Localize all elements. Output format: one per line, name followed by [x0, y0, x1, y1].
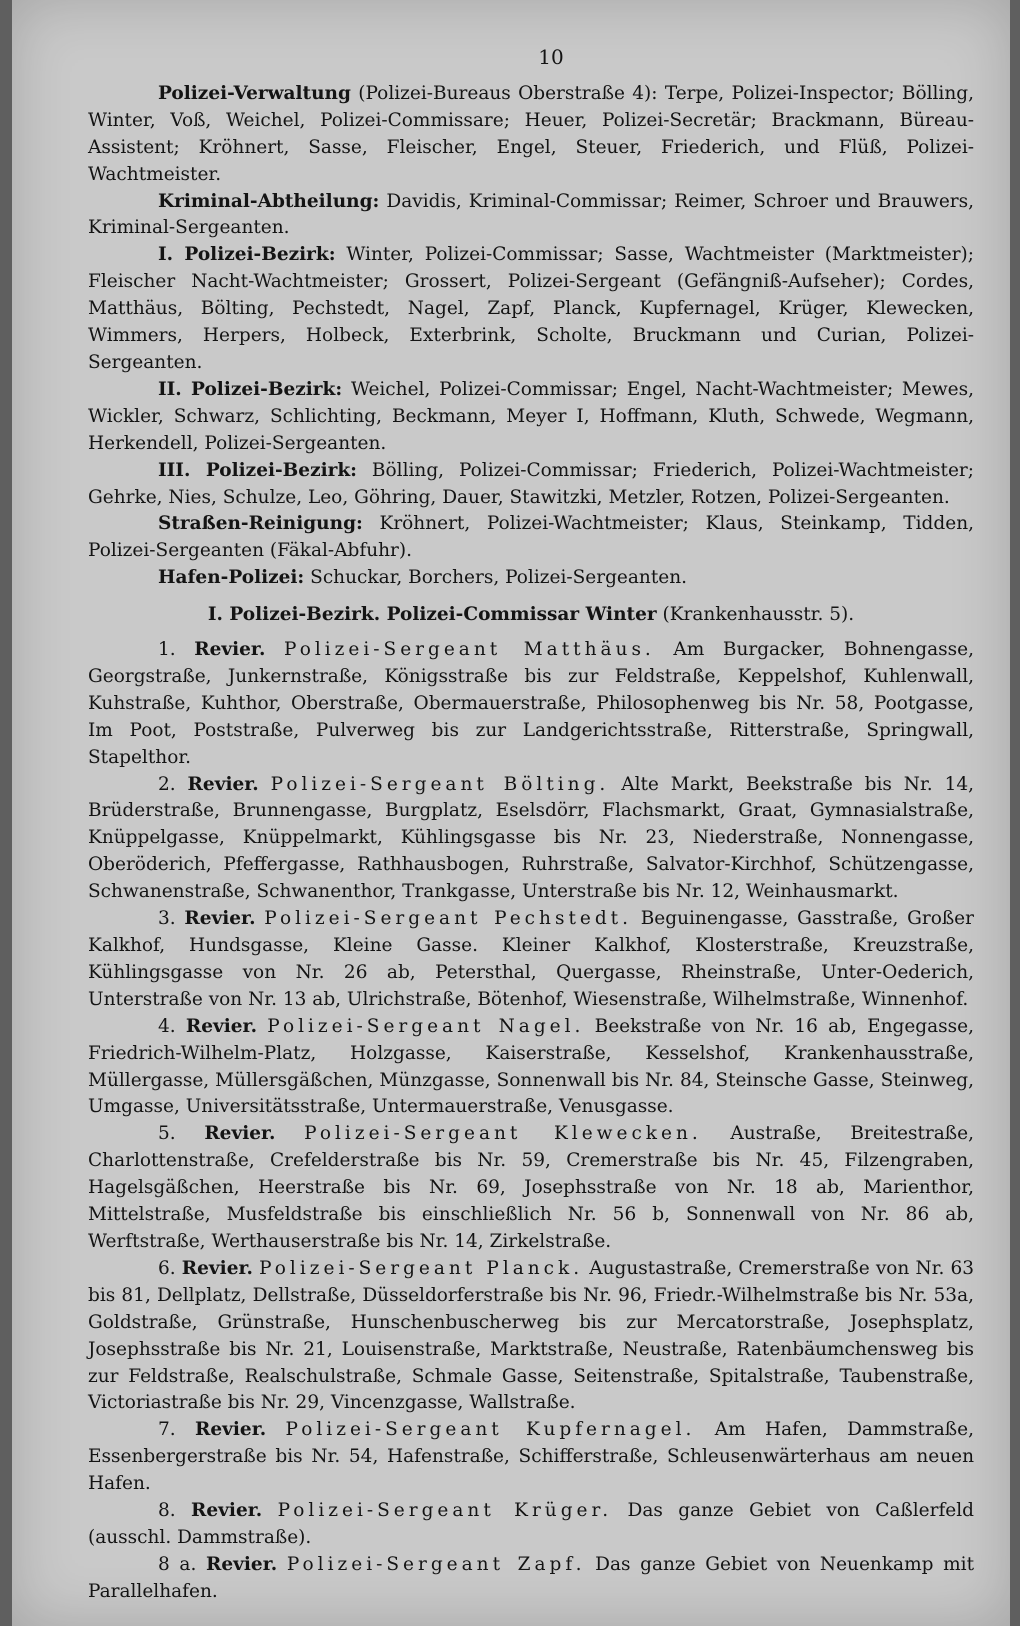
section-verwaltung	[88, 81, 974, 189]
section-heading: Polizei-Verwaltung	[158, 82, 351, 104]
revier-streets: Augustastraße, Cremerstraße von Nr. 63 bis 81, Dellplatz, Dellstraße, Düsseldorferstraße bis Nr. 96, Friedr.-Wilhelmstraße bis Nr. 53a, Goldstraße, Grünstraße, Hunschenbuscherweg bis zur Mercatorstraße, Josephsplatz, Josephsstraße bis Nr. 21, Louisenstraße, Marktstraße, Neustraße, Ratenbäumchensweg bis zur Feldstraße, Realschulstraße, Schmale Gasse, Seitenstraße, Spitalstraße, Taubenstraße, Victoriastraße bis Nr. 29, Vincenzgasse, Wallstraße.	[88, 1257, 974, 1414]
revier-entry	[88, 772, 974, 907]
revier-streets: Austraße, Breitestraße, Charlottenstraße, Crefelderstraße bis Nr. 59, Cremerstraße bis Nr. 45, Filzengraben, Hagelsgäßchen, Heerstraße bis Nr. 69, Josephsstraße von Nr. 18 ab, Marienthor, Mittelstraße, Musfeldstraße bis einschließlich Nr. 56 b, Sonnenwall von Nr. 86 ab, Werftstraße, Werthauserstraße bis Nr. 14, Zirkelstraße.	[88, 1123, 974, 1252]
revier-officer: Polizei-Sergeant Nagel.	[267, 1015, 585, 1037]
bezirk-title-heading: I. Polizei-Bezirk. Polizei-Commissar Winter	[207, 604, 657, 626]
bezirk-title-text: (Krankenhausstr. 5).	[656, 604, 855, 626]
section-heading: II. Polizei-Bezirk:	[158, 378, 343, 400]
bezirk-title	[88, 602, 974, 629]
section-bezirk-1	[88, 242, 974, 377]
revier-entry	[88, 1256, 974, 1417]
revier-officer: Polizei-Sergeant Krüger.	[277, 1500, 613, 1522]
section-text: Weichel, Polizei-Commissar; Engel, Nacht-Wachtmeister; Mewes, Wickler, Schwarz, Schlichting, Beckmann, Meyer I, Hoffmann, Kluth, Schwede, Wegmann, Herkendell, Polizei-Sergeanten.	[88, 378, 974, 454]
revier-label: Revier.	[194, 639, 266, 661]
section-hafen-polizei	[88, 565, 974, 592]
section-heading: III. Polizei-Bezirk:	[158, 459, 358, 481]
section-text: Schuckar, Borchers, Polizei-Sergeanten.	[304, 567, 687, 589]
page-number: 10	[538, 45, 564, 69]
revier-streets: Beekstraße von Nr. 16 ab, Engegasse, Friedrich-Wilhelm-Platz, Holzgasse, Kaiserstraße, Kesselshof, Krankenhausstraße, Müllergasse, Müllersgäßchen, Münzgasse, Sonnenwall bis Nr. 84, Steinsche Gasse, Steinweg, Umgasse, Universitätsstraße, Untermauerstraße, Venusgasse.	[88, 1015, 974, 1118]
revier-streets: Beguinengasse, Gasstraße, Großer Kalkhof, Hundsgasse, Kleine Gasse. Kleiner Kalkhof, Klosterstraße, Kreuzstraße, Kühlingsgasse von Nr. 26 ab, Petersthal, Quergasse, Rheinstraße, Unter-Oederich, Unterstraße von Nr. 13 ab, Ulrichstraße, Bötenhof, Wiesenstraße, Wilhelmstraße, Winnenhof.	[88, 908, 974, 1010]
revier-label: Revier.	[184, 908, 256, 930]
revier-entry	[88, 1014, 974, 1122]
revier-number: 8.	[158, 1500, 176, 1522]
revier-streets: Alte Markt, Beekstraße bis Nr. 14, Brüderstraße, Brunnengasse, Burgplatz, Eselsdörr, Flachsmarkt, Graat, Gymnasialstraße, Knüppelgasse, Knüppelmarkt, Kühlingsgasse bis Nr. 23, Niederstraße, Nonnengasse, Oberöderich, Pfeffergasse, Rathhausbogen, Ruhrstraße, Salvator-Kirchhof, Schützengasse, Schwanenstraße, Schwanenthor, Trankgasse, Unterstraße bis Nr. 12, Weinhausmarkt.	[88, 773, 974, 903]
section-heading: I. Polizei-Bezirk:	[158, 244, 336, 266]
revier-label: Revier.	[195, 1419, 267, 1441]
revier-number: 7.	[158, 1419, 176, 1441]
section-kriminal	[88, 189, 974, 243]
revier-number: 3.	[158, 908, 176, 930]
revier-officer: Polizei-Sergeant Kupfernagel.	[285, 1419, 696, 1441]
revier-officer: Polizei-Sergeant Klewecken.	[304, 1123, 702, 1145]
scanned-page	[12, 0, 1010, 1626]
revier-label: Revier.	[191, 1500, 263, 1522]
revier-officer: Polizei-Sergeant Bölting.	[270, 773, 610, 795]
revier-entry	[88, 637, 974, 772]
revier-officer: Polizei-Sergeant Pechstedt.	[264, 908, 632, 930]
section-text: Kröhnert, Polizei-Wachtmeister; Klaus, Steinkamp, Tidden, Polizei-Sergeanten (Fäkal-Abfuhr).	[88, 513, 974, 562]
revier-entry	[88, 906, 974, 1014]
section-strassen-reinigung	[88, 511, 974, 565]
revier-number: 6.	[158, 1257, 176, 1279]
revier-label: Revier.	[181, 1257, 253, 1279]
section-bezirk-2	[88, 377, 974, 458]
revier-number: 1.	[158, 639, 176, 661]
revier-number: 5.	[158, 1123, 176, 1145]
revier-entry	[88, 1552, 974, 1606]
section-text: (Polizei-Bureaus Oberstraße 4): Terpe, Polizei-Inspector; Bölling, Winter, Voß, Weichel, Polizei-Commissare; Heuer, Polizei-Secretär; Brackmann, Büreau-Assistent; Kröhnert, Sasse, Fleischer, Engel, Steuer, Friederich, und Flüß, Polizei-Wachtmeister.	[88, 82, 974, 185]
section-bezirk-3	[88, 458, 974, 512]
revier-label: Revier.	[206, 1553, 278, 1575]
section-heading: Hafen-Polizei:	[158, 567, 305, 589]
section-heading: Kriminal-Abtheilung:	[158, 190, 380, 212]
section-text: Bölling, Polizei-Commissar; Friederich, Polizei-Wachtmeister; Gehrke, Nies, Schulze, Leo, Göhring, Dauer, Stawitzki, Metzler, Rotzen, Polizei-Sergeanten.	[88, 459, 974, 508]
revier-entry	[88, 1417, 974, 1498]
page-content	[88, 44, 974, 1606]
revier-streets: Am Hafen, Dammstraße, Essenbergerstraße bis Nr. 54, Hafenstraße, Schifferstraße, Schleusenwärterhaus am neuen Hafen.	[88, 1419, 974, 1495]
revier-officer: Polizei-Sergeant Zapf.	[286, 1553, 586, 1575]
revier-entry	[88, 1498, 974, 1552]
revier-officer: Polizei-Sergeant Planck.	[259, 1257, 584, 1279]
revier-streets: Das ganze Gebiet von Neuenkamp mit Parallelhafen.	[88, 1553, 975, 1602]
revier-streets: Das ganze Gebiet von Caßlerfeld (ausschl. Dammstraße).	[88, 1500, 975, 1548]
revier-entry	[88, 1121, 974, 1256]
revier-officer: Polizei-Sergeant Matthäus.	[284, 639, 655, 661]
section-text: Winter, Polizei-Commissar; Sasse, Wachtmeister (Marktmeister); Fleischer Nacht-Wachtmeister; Grossert, Polizei-Sergeant (Gefängniß-Aufseher); Cordes, Matthäus, Bölting, Pechstedt, Nagel, Zapf, Planck, Kupfernagel, Krüger, Klewecken, Wimmers, Herpers, Holbeck, Exterbrink, Scholte, Bruckmann und Curian, Polizei-Sergeanten.	[88, 244, 974, 373]
section-text: Davidis, Kriminal-Commissar; Reimer, Schroer und Brauwers, Kriminal-Sergeanten.	[88, 190, 974, 239]
revier-number: 8 a.	[158, 1553, 197, 1575]
section-heading: Straßen-Reinigung:	[158, 513, 363, 535]
revier-label: Revier.	[185, 1015, 258, 1037]
revier-label: Revier.	[204, 1123, 276, 1145]
revier-number: 2.	[158, 773, 176, 795]
revier-streets: Am Burgacker, Bohnengasse, Georgstraße, Junkernstraße, Königsstraße bis zur Feldstraße, Keppelshof, Kuhlenwall, Kuhstraße, Kuhthor, Oberstraße, Obermauerstraße, Philosophenweg bis Nr. 58, Pootgasse, Im Poot, Poststraße, Pulverweg bis zur Landgerichtsstraße, Ritterstraße, Springwall, Stapelthor.	[88, 639, 974, 768]
revier-label: Revier.	[187, 773, 259, 795]
revier-number: 4.	[158, 1015, 176, 1037]
